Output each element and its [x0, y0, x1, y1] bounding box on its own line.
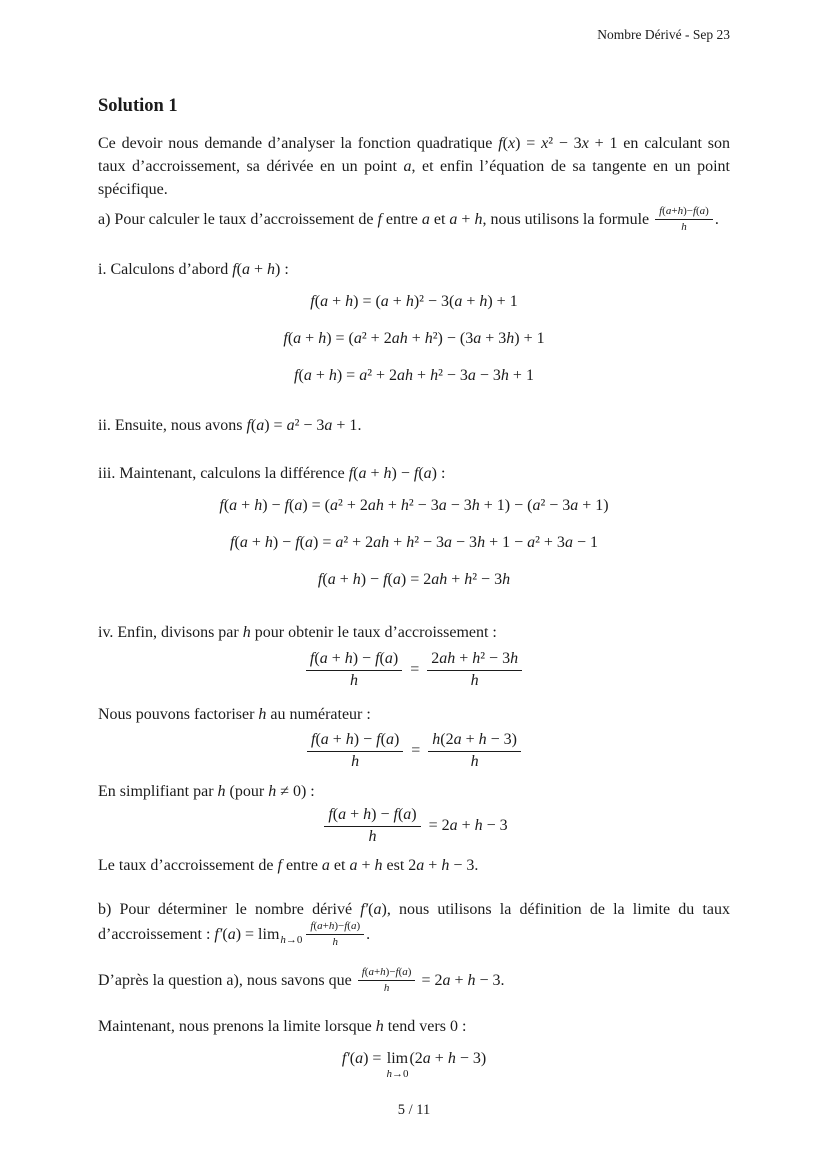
math-run: a [403, 158, 412, 175]
page-title: Solution 1 [98, 96, 178, 116]
math-run: h [470, 752, 479, 770]
math-run: f [277, 857, 282, 875]
math-run: h [681, 220, 687, 233]
text-run: , nous utilisons la formule [482, 211, 654, 229]
text-run: et [329, 857, 350, 875]
text-run: : [280, 260, 289, 278]
math-run: = [407, 741, 425, 759]
math-run: f(a) = a² − 3a + 1 [246, 416, 358, 434]
document-content [98, 132, 730, 1080]
math-run: h(2a + h − 3) [432, 730, 518, 748]
math-run: f(x) = x² − 3x + 1 [498, 135, 618, 152]
text-run: : [437, 464, 446, 482]
numerator [324, 806, 420, 827]
math-run: f(a + h) − f(a) = (a² + 2ah + h² − 3a − 3h + 1) − (a² − 3a + 1) [219, 496, 609, 514]
paragraph [98, 132, 730, 201]
math-run: f(a + h) = a² + 2ah + h² − 3a − 3h + 1 [294, 366, 534, 384]
text-run: et [429, 211, 450, 229]
fraction [358, 966, 416, 995]
denominator [368, 827, 376, 847]
math-run: h [375, 1018, 384, 1036]
text-run: est [382, 857, 409, 875]
text-run: pour obtenir le taux d’accroissement : [250, 623, 497, 641]
fraction [306, 650, 402, 691]
text-run: Le taux d’accroissement de [98, 857, 278, 875]
text-run: iii. Maintenant, calculons la différence [98, 464, 349, 482]
text-run: (pour [225, 783, 269, 801]
text-run: D’après la question a), nous savons que [98, 972, 356, 990]
math-run: a [421, 211, 430, 229]
text-run: en calculant son taux d’accroissement, sa dérivée en un point [98, 135, 730, 175]
fraction [324, 806, 420, 847]
math-run: a + h [449, 211, 483, 229]
denominator [333, 935, 339, 949]
display-equation [98, 531, 730, 554]
math-run: f′(a) [360, 901, 387, 919]
paragraph [98, 967, 730, 996]
text-run: , nous utilisons la définition de la limite du taux d’accroissement : [98, 901, 731, 944]
math-run: a [321, 857, 330, 875]
math-run: h ≠ 0 [268, 783, 301, 801]
display-equation [98, 731, 730, 772]
fraction [655, 205, 713, 234]
text-run: entre [381, 211, 422, 229]
text-run: a) Pour calculer le taux d’accroissement de [98, 211, 378, 229]
math-run: f(a + h) [232, 260, 281, 278]
lim-subscript [280, 934, 302, 946]
denominator [681, 220, 687, 234]
text-run: Ce devoir nous demande d’analyser la fonction quadratique [98, 135, 499, 152]
paragraph [98, 206, 730, 235]
numerator [306, 920, 364, 935]
numerator [427, 650, 522, 671]
math-run: f(a + h) − f(a) [310, 730, 400, 748]
text-run: ) : [300, 783, 315, 801]
math-run: f(a + h) − f(a) [309, 649, 399, 667]
math-run: f [377, 211, 382, 229]
math-run: h→0 [386, 1067, 409, 1080]
text-run: ii. Ensuite, nous avons [98, 416, 247, 434]
text-run: Maintenant, nous prenons la limite lorsque [98, 1018, 376, 1036]
text-run: i. Calculons d’abord [98, 260, 233, 278]
display-equation [98, 650, 730, 691]
math-run: h [470, 671, 479, 689]
paragraph [98, 703, 730, 726]
math-run: = 2a + h − 3 [417, 972, 501, 990]
denominator [471, 752, 479, 772]
display-equation [98, 568, 730, 591]
limit-operator [258, 926, 304, 947]
paragraph [98, 414, 730, 437]
paragraph [98, 854, 730, 877]
text-run: tend vers 0 : [383, 1018, 467, 1036]
display-equation [98, 364, 730, 387]
text-run: iv. Enfin, divisons par [98, 623, 243, 641]
math-run: f(a+h)−f(a) [361, 966, 412, 979]
text-run: . [500, 972, 505, 990]
text-run: En simplifiant par [98, 783, 218, 801]
limit-operator [386, 1050, 408, 1080]
math-run: f(a + h) − f(a) = a² + 2ah + h² − 3a − 3h + 1 − a² + 3a − 1 [230, 533, 598, 551]
text-run: Nous pouvons factoriser [98, 705, 259, 723]
math-run: f(a + h) = (a² + 2ah + h²) − (3a + 3h) + 1 [283, 329, 545, 347]
math-run: 2ah + h² − 3h [431, 649, 519, 667]
math-run: = [406, 660, 424, 678]
display-equation [98, 1047, 730, 1080]
text-run: . [357, 416, 362, 434]
math-run: h→0 [280, 934, 303, 947]
lim-label: lim [258, 926, 280, 944]
display-equation [98, 327, 730, 350]
math-run: h [242, 623, 251, 641]
denominator [384, 981, 390, 995]
fraction [306, 920, 364, 949]
math-run: h [383, 982, 390, 995]
math-run: f′(a) = [341, 1050, 386, 1068]
text-run: b) Pour déterminer le nombre dérivé [98, 901, 361, 919]
math-run: f(a + h) − f(a) [348, 464, 437, 482]
text-run: au numérateur : [266, 705, 371, 723]
math-run: h [368, 828, 377, 846]
math-run: f(a+h)−f(a) [659, 205, 709, 217]
paragraph [98, 898, 730, 952]
display-equation [98, 494, 730, 517]
math-run: f(a + h) − f(a) = 2ah + h² − 3h [317, 570, 511, 588]
fraction [428, 731, 521, 772]
numerator [306, 650, 402, 671]
numerator [358, 966, 416, 981]
paragraph [98, 780, 730, 803]
math-run: 2a + h − 3 [408, 857, 475, 875]
text-run: , et enfin l’équation de sa tangente en un point spécifique. [98, 158, 730, 198]
paragraph [98, 1015, 730, 1038]
paragraph [98, 258, 730, 281]
fraction [427, 650, 522, 691]
text-run: . [474, 857, 479, 875]
lim-subscript [386, 1068, 408, 1080]
math-run: f′(a) = [214, 926, 259, 944]
math-run: h [351, 752, 360, 770]
math-run: (2a + h − 3) [409, 1050, 487, 1068]
math-run: a + h [349, 857, 383, 875]
denominator [350, 671, 358, 691]
fraction [307, 731, 403, 772]
math-run: f(a + h) − f(a) [328, 806, 417, 824]
page-footer: 5 / 11 [397, 1102, 431, 1118]
math-run: f(a + h) = (a + h)² − 3(a + h) + 1 [310, 292, 518, 310]
display-equation [98, 806, 730, 847]
paragraph [98, 462, 730, 485]
display-equation [98, 290, 730, 313]
math-run: h [258, 705, 267, 723]
denominator [351, 752, 359, 772]
math-run: h [350, 671, 359, 689]
lim-label: lim [386, 1050, 409, 1068]
denominator [471, 671, 479, 691]
math-run: f(a+h)−f(a) [310, 920, 361, 933]
page-header: Nombre Dérivé - Sep 23 [597, 27, 730, 42]
math-run: h [217, 783, 226, 801]
paragraph [98, 621, 730, 644]
text-run: . [714, 211, 719, 229]
text-run: entre [281, 857, 322, 875]
numerator [307, 731, 403, 752]
math-run: h [332, 936, 338, 949]
numerator [655, 205, 713, 220]
numerator [428, 731, 521, 752]
math-run: = 2a + h − 3 [424, 817, 508, 835]
text-run: . [366, 926, 371, 944]
